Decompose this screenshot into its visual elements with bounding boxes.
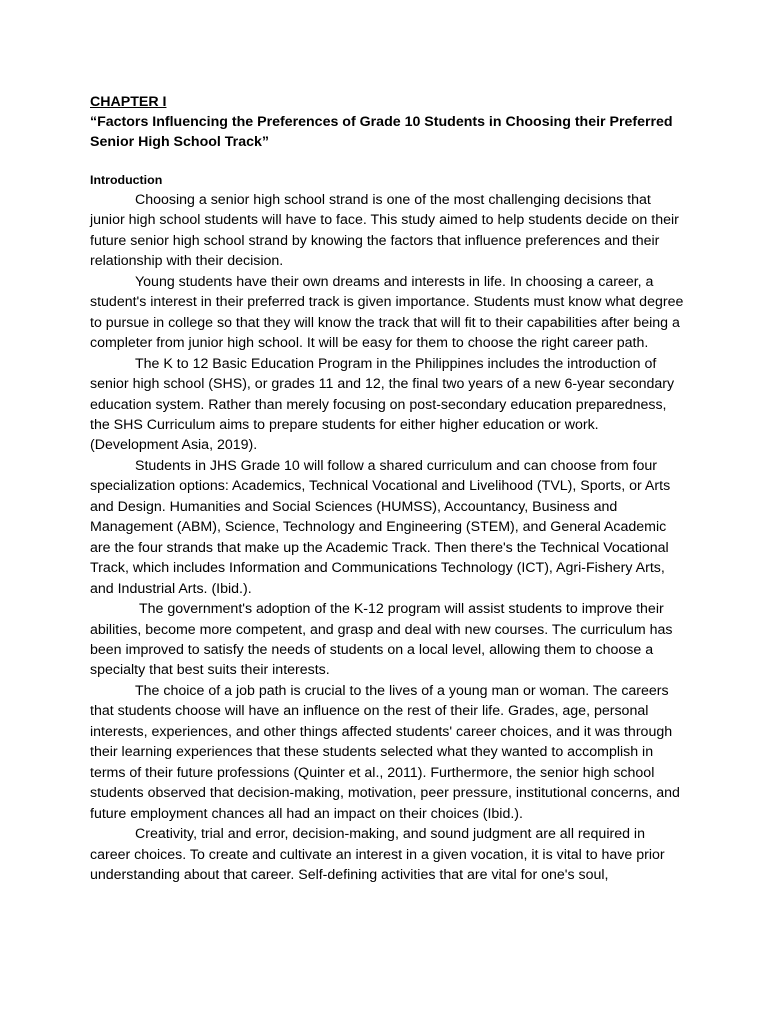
paragraph: Creativity, trial and error, decision-making, and sound judgment are all required in career choices. To create and cultivate an interest in a given vocation, it is vital to have prior understanding about that career. Self-defining activities that are vital for one's soul, bbox=[90, 826, 669, 883]
paragraph: Young students have their own dreams and interests in life. In choosing a career, a student's interest in their preferred track is given importance. Students must know what degree to pursue in college so that they will know the track that will fit to their capabilities after being a completer from junior high school. It will be easy for them to choose the right career path. bbox=[90, 273, 688, 352]
paragraph: The choice of a job path is crucial to the lives of a young man or woman. The careers that students choose will have an influence on the rest of their life. Grades, age, personal interests, experiences, and other things affected students' career choices, and it was through their learning experiences that these students selected what they wanted to accomplish in terms of their future professions (Quinter et al., 2011). Furthermore, the senior high school students observed that decision-making, motivation, peer pressure, institutional concerns, and future employment chances all had an impact on their choices (Ibid.). bbox=[90, 682, 684, 822]
paragraph: The government's adoption of the K-12 program will assist students to improve their abilities, become more competent, and grasp and deal with new courses. The curriculum has been improved to satisfy the needs of students on a local level, allowing them to choose a specialty that best suits their interests. bbox=[90, 601, 677, 679]
paper-title: “Factors Influencing the Preferences of Grade 10 Students in Choosing their Preferred Senior High School Track” bbox=[90, 114, 673, 150]
paragraph: The K to 12 Basic Education Program in the Philippines includes the introduction of senior high school (SHS), or grades 11 and 12, the final two years of a new 6-year secondary education system. Rather than merely focusing on post-secondary education preparedness, the SHS Curriculum aims to prepare students for either higher education or work. (Development Asia, 2019). bbox=[90, 355, 679, 454]
section-heading-introduction: Introduction bbox=[90, 173, 163, 187]
paragraph: Students in JHS Grade 10 will follow a shared curriculum and can choose from four specialization options: Academics, Technical Vocational and Livelihood (TVL), Sports, or Arts and Design. Humanities and Social Sciences (HUMSS), Accountancy, Business and Management (ABM), Science, Technology and Engineering (STEM), and General Academic are the four strands that make up the Academic Track. Then there's the Technical Vocational Track, which includes Information and Communications Technology (ICT), Agri-Fishery Arts, and Industrial Arts. (Ibid.). bbox=[90, 457, 675, 597]
paragraph: Choosing a senior high school strand is one of the most challenging decisions that junior high school students will have to face. This study aimed to help students decide on their future senior high school strand by knowing the factors that influence preferences and their relationship with their decision. bbox=[90, 192, 683, 270]
document-body bbox=[90, 92, 688, 885]
chapter-label: CHAPTER I bbox=[90, 94, 167, 110]
